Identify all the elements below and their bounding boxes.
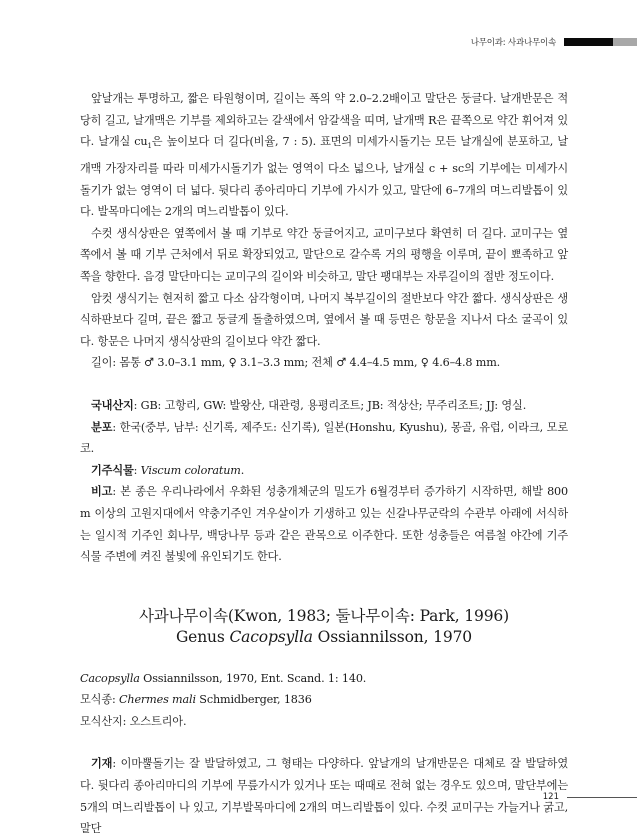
- text: : 이마뿔돌기는 잘 발달하였고, 그 형태는 다양하다. 앞날개의 날개반문은 대체로 잘 발달하였다. 뒷다리 종아리마디의 기부에 무릎가시가 있거나 또는 때때로 전혀 없는 경우도 있으며, 말단부에는 5개의 며느리발톱이 나 있고, 기부발목마디에 2개의 며느리발톱이 있다. 수컷 교미구는 가늘거나 굵고, 말단: [80, 757, 568, 836]
- subscript: 1: [147, 142, 152, 151]
- text: .: [240, 463, 245, 477]
- host-plant: [80, 460, 568, 482]
- distribution: [80, 417, 568, 460]
- genus-name: Cacopsylla: [80, 671, 140, 685]
- page-body: [80, 88, 568, 840]
- header-bar-light: [613, 38, 637, 46]
- text: Schmidberger, 1836: [195, 693, 312, 707]
- text: : 본 종은 우리나라에서 우화된 성충개체군의 밀도가 6월경부터 증가하기 시작하면, 해발 800 m 이상의 고원지대에서 약충기주인 겨우살이가 기생하고 있는 신갈나무군락의 수관부 아래에 서식하는 일시적 기주인 회나무, 백당나무 등과 같은 관목으로 이주한다. 또한 성충들은 여름철 야간에 기주식물 주변에 켜진 불빛에 유인되기도 한다.: [80, 485, 568, 564]
- text: : GB: 고항리, GW: 발왕산, 대관령, 용평리조트; JB: 적상산; 무주리조트; JJ: 영실.: [133, 398, 527, 412]
- page-footer: [543, 792, 637, 802]
- footer-rule: [567, 797, 637, 798]
- genus-description: [80, 753, 568, 839]
- label: 모식종:: [80, 693, 119, 707]
- text: Ossiannilsson, 1970: [312, 627, 473, 646]
- text: : 한국(중부, 남부: 신기록, 제주도: 신기록), 일본(Honshu, Kyushu), 몽골, 유럽, 이라크, 모로코.: [80, 420, 568, 456]
- label: 분포: [91, 419, 113, 434]
- paragraph-measurements: 길이: 몸통 ♂ 3.0–3.1 mm, ♀ 3.1–3.3 mm; 전체 ♂ 4.4–4.5 mm, ♀ 4.6–4.8 mm.: [91, 356, 501, 370]
- running-header: [471, 36, 637, 48]
- page-number: 121: [542, 792, 559, 802]
- text: :: [133, 463, 141, 477]
- paragraph-forewing: [80, 88, 568, 223]
- text: 앞날개는 투명하고, 짧은 타원형이며, 길이는 폭의 약 2.0–2.2배이고 말단은 둥글다. 날개반문은 적당히 길고, 날개맥은 기부를 제외하고는 갈색에서 암갈색을 띠며, 날개맥 R은 끝쪽으로 약간 휘어져 있다. 날개실 cu: [80, 92, 568, 149]
- species-name: Chermes mali: [119, 693, 196, 707]
- genus-name: Cacopsylla: [229, 627, 313, 646]
- label: 국내산지: [91, 397, 134, 412]
- text: Genus: [175, 627, 230, 646]
- species-name: Viscum coloratum: [140, 463, 241, 477]
- label: 비고: [91, 484, 113, 499]
- paragraph-female-genitalia: 암컷 생식기는 현저히 짧고 다소 삼각형이며, 나머지 복부길이의 절반보다 약간 짧다. 생식상판은 생식하판보다 길며, 끝은 짧고 둥글게 돌출하였으며, 옆에서 볼 때 등면은 항문을 지나서 다소 굴곡이 있다. 항문은 나머지 생식상판의 길이보다 약간 짧다.: [80, 291, 568, 348]
- paragraph-male-genitalia: 수컷 생식상판은 옆쪽에서 볼 때 기부로 약간 둥글어지고, 교미구보다 확연히 더 길다. 교미구는 옆쪽에서 볼 때 기부 근처에서 뒤로 확장되었고, 말단으로 갈수록 거의 평행을 이루며, 끝이 뾰족하고 앞쪽을 향한다. 음경 말단마디는 교미구의 길이와 비슷하고, 말단 팽대부는 자루길이의 절반 정도이다.: [80, 226, 568, 283]
- type-locality: 모식산지: 오스트리아.: [80, 714, 187, 728]
- text: 은 높이보다 더 길다(비율, 7 : 5). 표면의 미세가시돌기는 모든 날개실에 분포하고, 날개맥 가장자리를 따라 미세가시돌기가 없는 영역이 다소 넓으나, 날개실 c + sc의 기부에는 미세가시돌기가 없는 영역이 더 넓다. 뒷다리 종아리마디 기부에 가시가 있고, 말단에 6–7개의 며느리발톱이 있다. 발목마디에는 2개의 며느리발톱이 있다.: [80, 135, 568, 219]
- label: 기재: [91, 756, 113, 771]
- remarks: [80, 481, 568, 567]
- genus-reference: [80, 668, 568, 690]
- running-title: 나무이과: 사과나무이속: [470, 38, 556, 48]
- label: 기주식물: [91, 462, 134, 477]
- domestic-localities: [80, 395, 568, 417]
- section-title-genus: [80, 627, 568, 648]
- type-species: [80, 689, 568, 711]
- section-title-korean: 사과나무이속(Kwon, 1983; 둘나무이속: Park, 1996): [138, 606, 510, 625]
- header-bar-dark: [564, 38, 613, 46]
- text: Ossiannilsson, 1970, Ent. Scand. 1: 140.: [139, 671, 367, 685]
